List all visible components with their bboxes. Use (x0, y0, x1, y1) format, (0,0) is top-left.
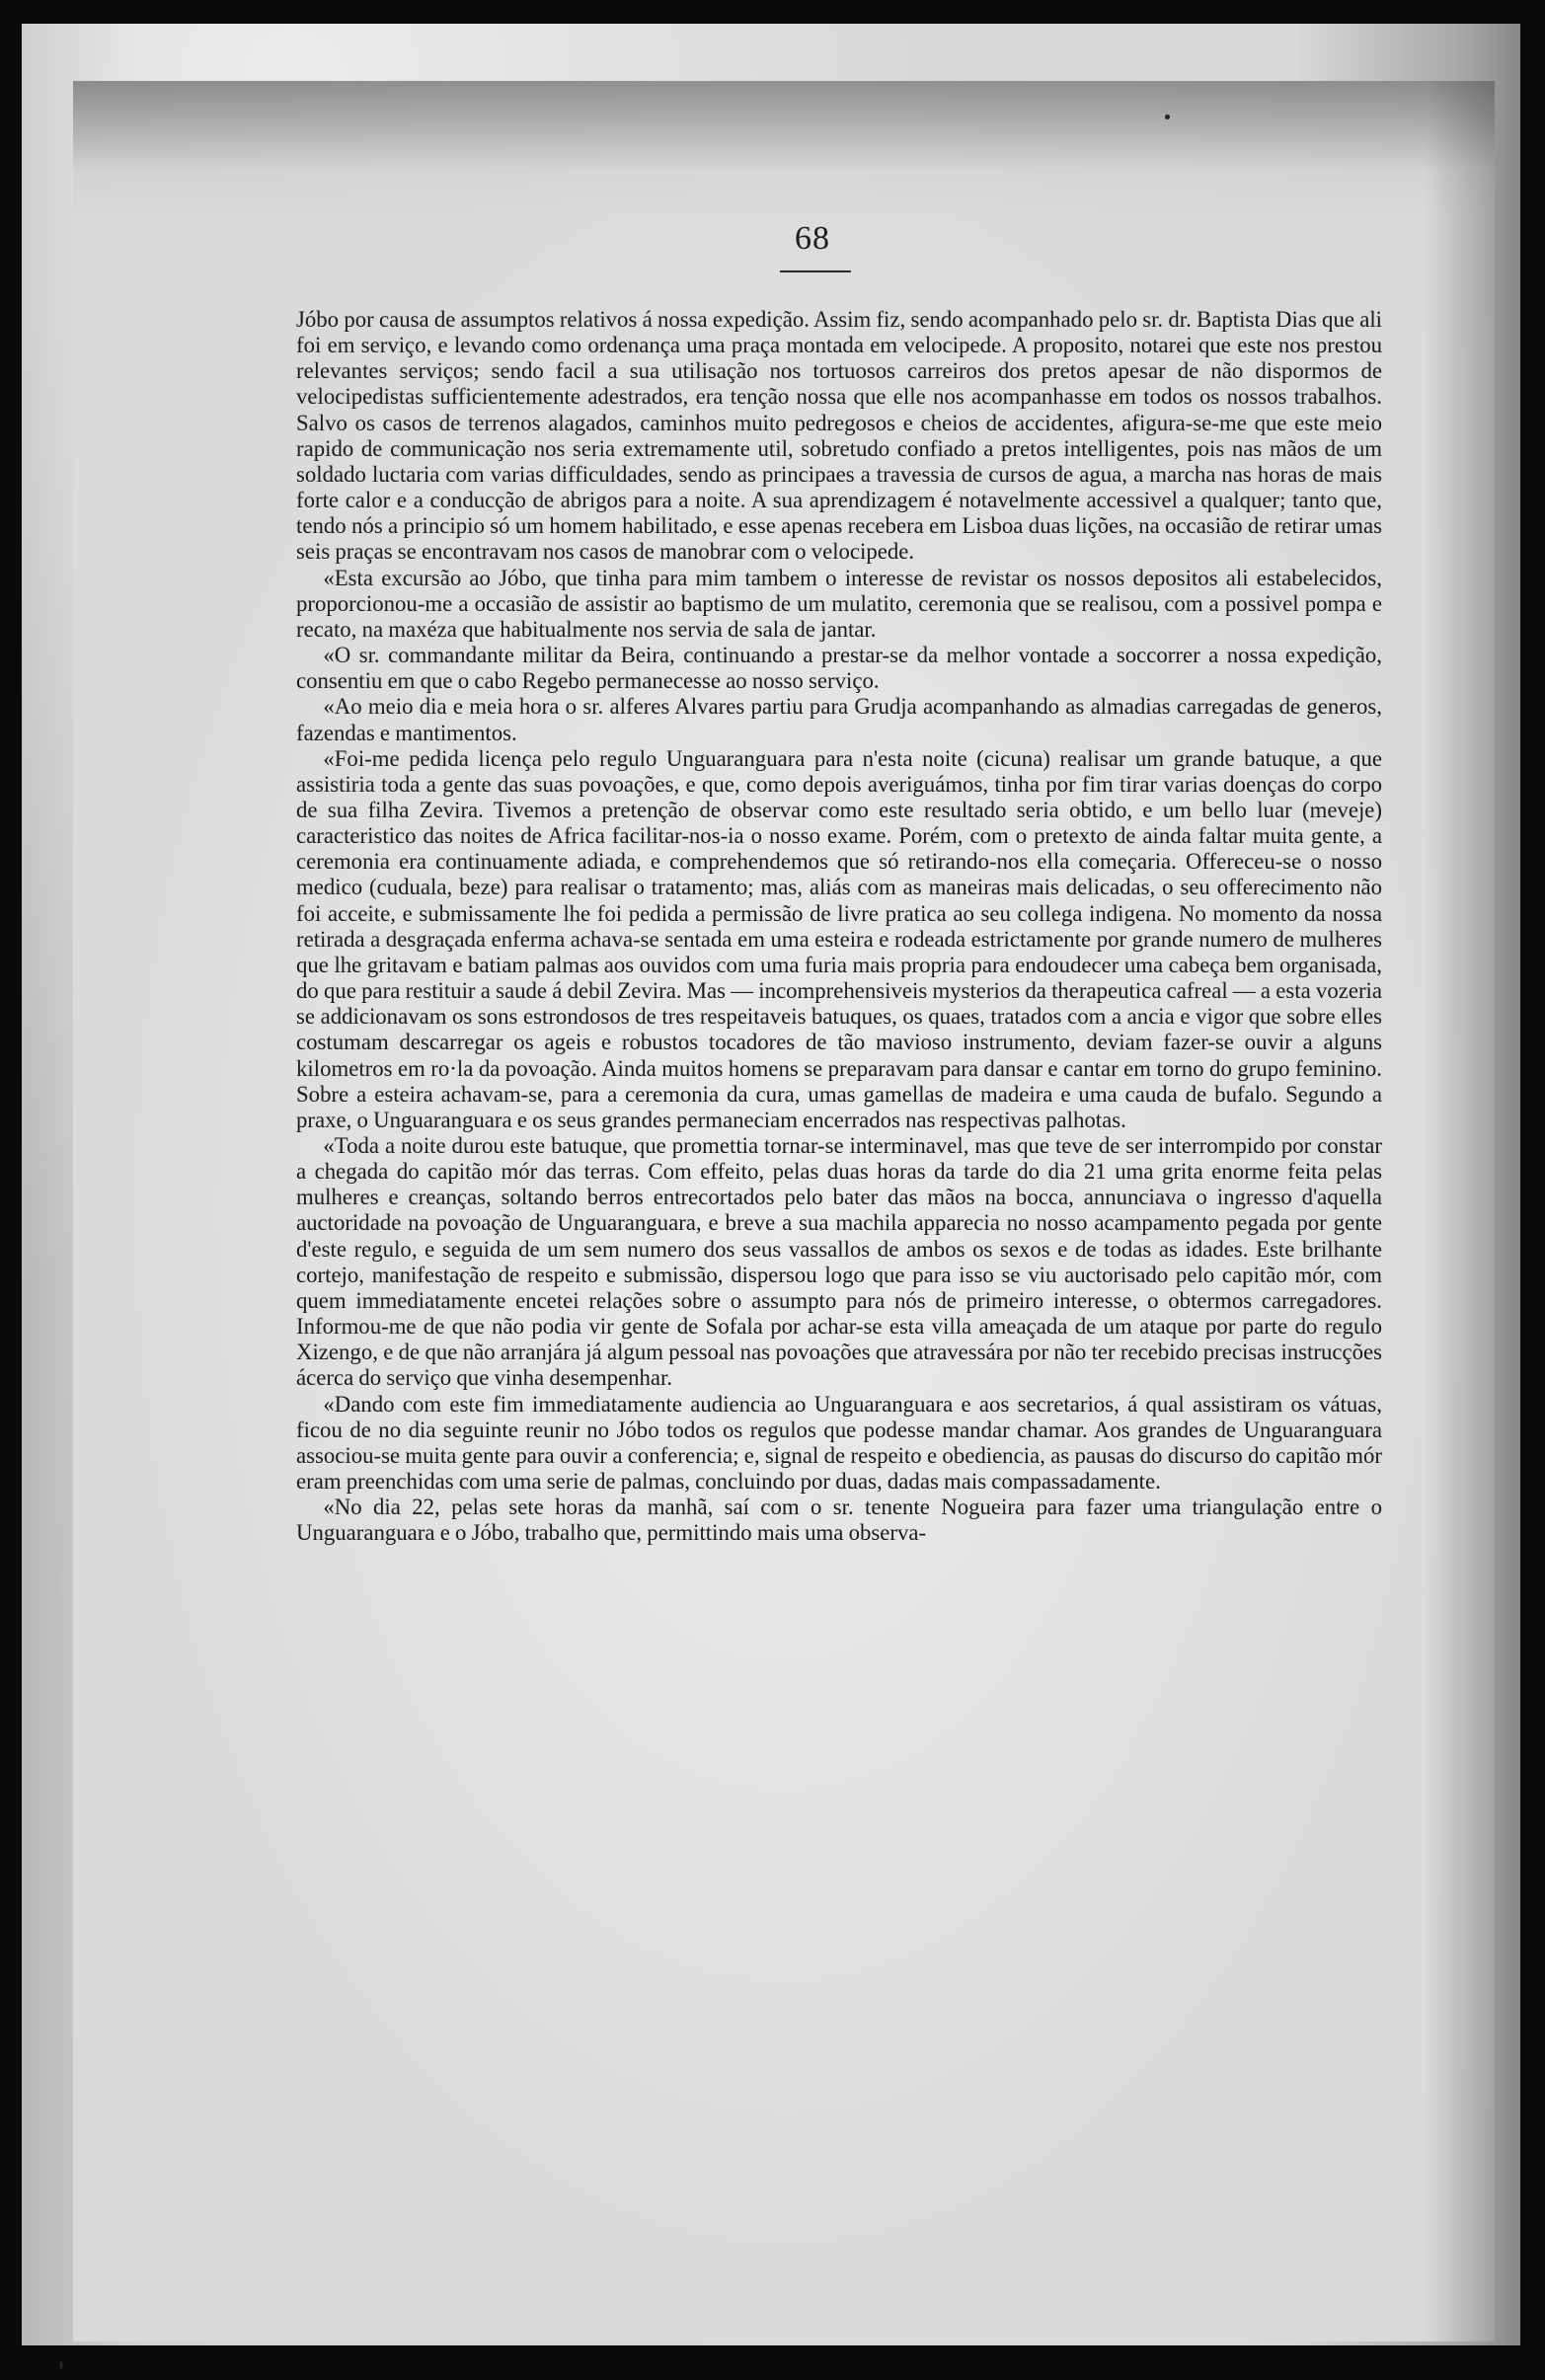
paragraph: «Foi-me pedida licença pelo regulo Unguaranguara para n'esta noite (cicuna) realisar um grande batuque, a que assistiria toda a gente das suas povoações, e que, como depois averiguámos, tinha por fim tirar varias doenças do corpo de sua filha Zevira. Tivemos a pretenção de observar como este resultado seria obtido, e um bello luar (meveje) caracteristico das noites de Africa facilitar-nos-ia o nosso exame. Porém, com o pretexto de ainda faltar muita gente, a ceremonia era continuamente adiada, e comprehendemos que só retirando-nos ella começaria. Offereceu-se o nosso medico (cuduala, beze) para realisar o tratamento; mas, aliás com as maneiras mais delicadas, o seu offerecimento não foi acceite, e submissamente lhe foi pedida a permissão de livre pratica ao seu collega indigena. No momento da nossa retirada a desgraçada enferma achava-se sentada em uma esteira e rodeada estrictamente por grande numero de mulheres que lhe gritavam e batiam palmas aos ouvidos com uma furia mais propria para endoudecer uma cabeça bem organisada, do que para restituir a saude á debil Zevira. Mas — incomprehensiveis mysterios da therapeutica cafreal — a esta vozeria se addicionavam os sons estrondosos de tres respeitaveis batuques, os quaes, tratados com a ancia e vigor que sobre elles costumam descarregar os ageis e robustos tocadores de tão mavioso instrumento, deviam fazer-se ouvir a alguns kilometros em ro·la da povoação. Ainda muitos homens se preparavam para dansar e cantar em torno do grupo feminino. Sobre a esteira achavam-se, para a ceremonia da cura, umas gamellas de madeira e uma cauda de bufalo. Segundo a praxe, o Unguaranguara e os seus grandes permaneciam encerrados nas respectivas palhotas. (296, 745, 1382, 1132)
paragraph: «O sr. commandante militar da Beira, continuando a prestar-se da melhor vontade a soccorrer a nossa expedição, consentiu em que o cabo Regebo permanecesse ao nosso serviço. (296, 643, 1382, 694)
paragraph: Jóbo por causa de assumptos relativos á nossa expedição. Assim fiz, sendo acompanhado pelo sr. dr. Baptista Dias que ali foi em serviço, e levando como ordenança uma praça montada em velocipede. A proposito, notarei que este nos prestou relevantes serviços; sendo facil a sua utilisação nos tortuosos carreiros dos pretos apesar de não dispormos de velocipedistas sufficientemente adestrados, era tenção nossa que elle nos acompanhasse em todos os nossos trabalhos. Salvo os casos de terrenos alagados, caminhos muito pedregosos e cheios de accidentes, afigura-se-me que este meio rapido de communicação nos seria extremamente util, sobretudo confiado a pretos intelligentes, pois nas mãos de um soldado luctaria com varias difficuldades, sendo as principaes a travessia de cursos de agua, a marcha nas horas de mais forte calor e a conducção de abrigos para a noite. A sua aprendizagem é notavelmente accessivel a qualquer; tanto que, tendo nós a principio só um homem habilitado, e esse apenas recebera em Lisboa duas lições, na occasião de retirar umas seis praças se encontravam nos casos de manobrar com o velocipede. (296, 307, 1382, 565)
page-edge-shadow (1426, 81, 1495, 2342)
paragraph: «Dando com este fim immediatamente audiencia ao Unguaranguara e aos secretarios, á qual assistiram os vátuas, ficou de no dia seguinte reunir no Jóbo todos os regulos que podesse mandar chamar. Aos grandes de Unguaranguara associou-se muita gente para ouvir a conferencia; e, signal de respeito e obediencia, as pausas do discurso do capitão mór eram preenchidas com uma serie de palmas, concluindo por duas, dadas mais compassadamente. (296, 1391, 1382, 1495)
paragraph: «Toda a noite durou este batuque, que promettia tornar-se interminavel, mas que teve de ser interrompido por constar a chegada do capitão mór das terras. Com effeito, pelas duas horas da tarde do dia 21 uma grita enorme feita pelas mulheres e creanças, soltando berros entrecortados pelo bater das mãos na bocca, annunciava o ingresso d'aquella auctoridade na povoação de Unguaranguara, e breve a sua machila apparecia no nosso acampamento pegada por gente d'este regulo, e seguida de um sem numero dos seus vassallos de ambos os sexos e de todas as idades. Este brilhante cortejo, manifestação de respeito e submissão, dispersou logo que para isso se viu auctorisado pelo capitão mór, com quem immediatamente encetei relações sobre o assumpto para nós de primeiro interesse, o obtermos carregadores. Informou-me de que não podia vir gente de Sofala por achar-se esta villa ameaçada de um ataque por parte do regulo Xizengo, e de que não arranjára já algum pessoal nas povoações que atravessára por não ter recebido precisas instrucções ácerca do serviço que vinha desempenhar. (296, 1133, 1382, 1391)
page-number: 68 (795, 220, 830, 257)
body-text (296, 307, 1382, 1547)
dust-speck (1165, 115, 1170, 119)
paragraph: «Ao meio dia e meia hora o sr. alferes Alvares partiu para Grudja acompanhando as almadias carregadas de generos, fazendas e mantimentos. (296, 694, 1382, 745)
page-top-shadow (73, 81, 1495, 170)
paragraph: «No dia 22, pelas sete horas da manhã, saí com o sr. tenente Nogueira para fazer uma triangulação entre o Unguaranguara e o Jóbo, trabalho que, permittindo mais uma observa- (296, 1495, 1382, 1546)
paragraph: «Esta excursão ao Jóbo, que tinha para mim tambem o interesse de revistar os nossos depositos ali estabelecidos, proporcionou-me a occasião de assistir ao baptismo de um mulatito, ceremonia que se realisou, com a possivel pompa e recato, na maxéza que habitualmente nos servia de sala de jantar. (296, 565, 1382, 642)
dust-speck (59, 2361, 63, 2369)
page-number-rule (780, 270, 851, 272)
